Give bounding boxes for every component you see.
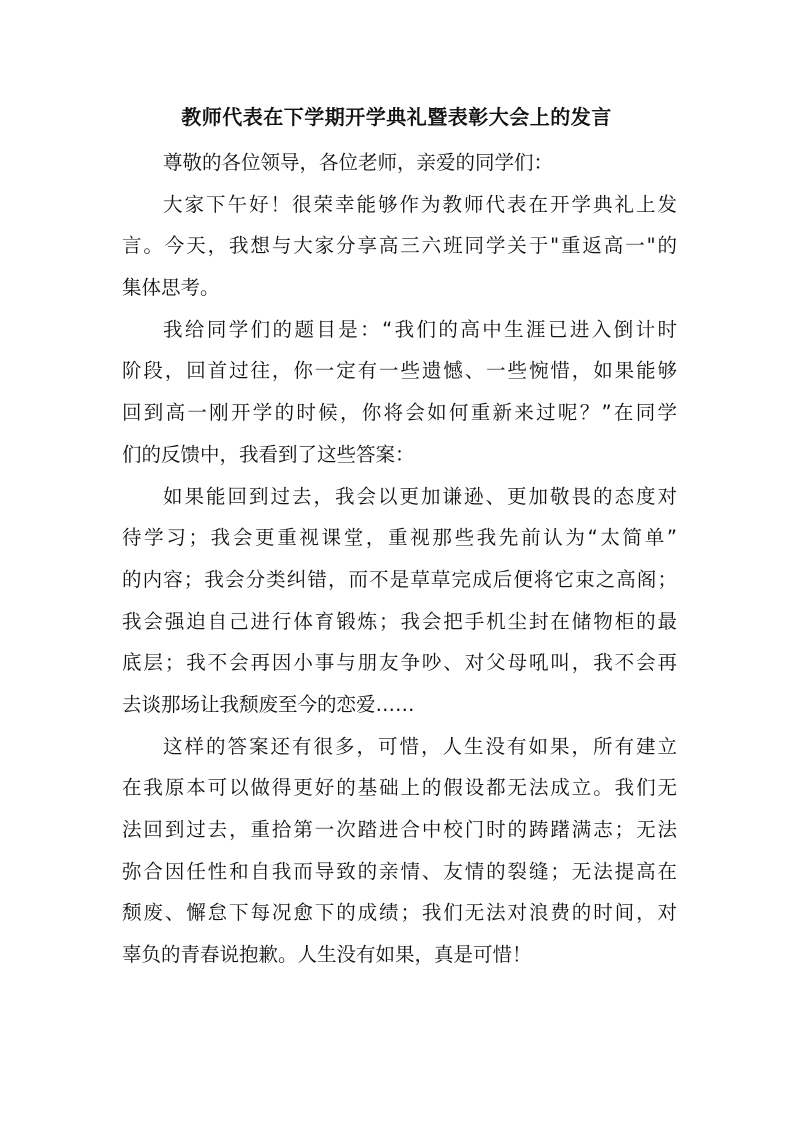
paragraph-line: 大家下午好！很荣幸能够作为教师代表在开学典礼上发 <box>163 192 677 216</box>
paragraph-line: 集体思考。 <box>122 276 220 300</box>
paragraph-line: 的内容；我会分类纠错，而不是草草完成后便将它束之高阁； <box>122 567 677 591</box>
paragraph-line: 颓废、懈怠下每况愈下的成绩；我们无法对浪费的时间，对 <box>122 901 677 925</box>
paragraph <box>122 476 677 726</box>
paragraphs <box>122 184 677 976</box>
paragraph <box>122 309 677 476</box>
paragraph-line: 我会强迫自己进行体育锻炼；我会把手机尘封在储物柜的最 <box>122 609 677 633</box>
paragraph-line: 回到高一刚开学的时候，你将会如何重新来过呢？”在同学 <box>122 401 677 425</box>
paragraph-line: 们的反馈中，我看到了这些答案： <box>122 442 415 466</box>
greeting: 尊敬的各位领导，各位老师，亲爱的同学们： <box>163 151 554 174</box>
paragraph-line: 底层；我不会再因小事与朋友争吵、对父母吼叫，我不会再 <box>122 651 677 675</box>
document-body <box>122 142 677 976</box>
paragraph-line: 法回到过去，重拾第一次踏进合中校门时的踌躇满志；无法 <box>122 818 677 841</box>
paragraph-line: 弥合因任性和自我而导致的亲情、友情的裂缝；无法提高在 <box>122 859 677 883</box>
paragraph-line: 我给同学们的题目是：“我们的高中生涯已进入倒计时 <box>163 317 677 341</box>
document-title: 教师代表在下学期开学典礼暨表彰大会上的发言 <box>181 105 612 129</box>
paragraph <box>122 184 677 309</box>
paragraph-line: 在我原本可以做得更好的基础上的假设都无法成立。我们无 <box>122 776 677 800</box>
paragraph-line: 辜负的青春说抱歉。人生没有如果，真是可惜！ <box>122 943 532 967</box>
paragraph-line: 这样的答案还有很多，可惜，人生没有如果，所有建立 <box>163 734 677 758</box>
paragraph-line: 待学习；我会更重视课堂，重视那些我先前认为“太简单” <box>122 526 677 550</box>
paragraph-line: 去谈那场让我颓废至今的恋爱…… <box>122 692 415 716</box>
paragraph-line: 如果能回到过去，我会以更加谦逊、更加敬畏的态度对 <box>163 484 677 508</box>
paragraph-line: 阶段，回首过往，你一定有一些遗憾、一些惋惜，如果能够 <box>122 359 677 383</box>
paragraph <box>122 726 677 976</box>
paragraph-line: 言。今天，我想与大家分享高三六班同学关于"重返高一"的 <box>122 234 677 258</box>
